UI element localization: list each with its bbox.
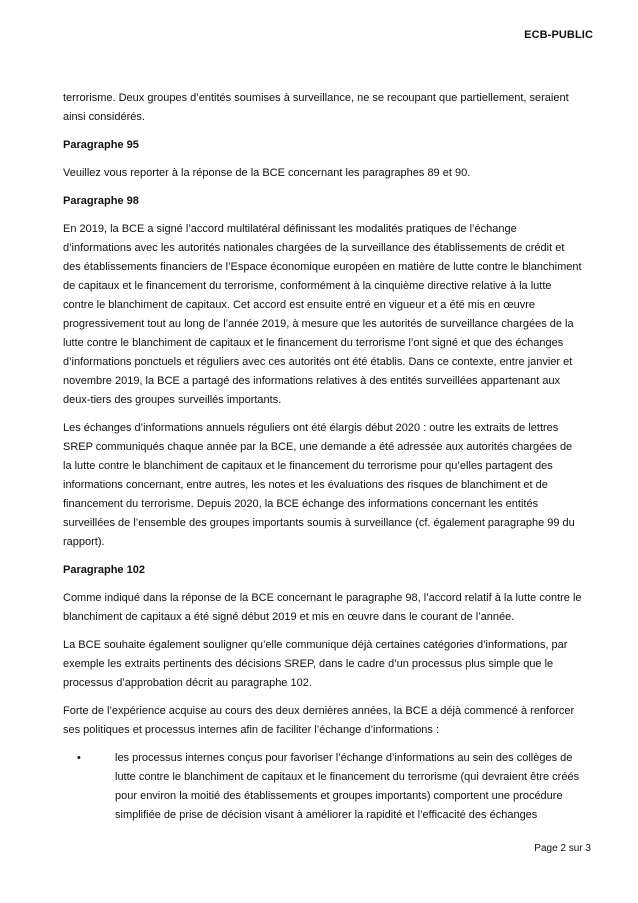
list-item — [63, 749, 583, 825]
page-number: Page 2 sur 3 — [534, 843, 591, 854]
paragraph-98-text-1: En 2019, la BCE a signé l’accord multilatéral définissant les modalités pratiques de l’échange d’informations avec les autorités nationales chargées de la surveillance des établissements de crédit et des établissements financiers de l’Espace économique européen en matière de lutte contre le blanchiment de capitaux et le financement du terrorisme, conformément à la cinquième directive relative à la lutte contre le blanchiment de capitaux. Cet accord est ensuite entré en vigueur et a été mis en œuvre progressivement tout au long de l’année 2019, à mesure que les autorités de surveillance chargées de la lutte contre le blanchiment de capitaux et le financement du terrorisme l’ont signé et que des échanges d’informations ponctuels et réguliers avec ces autorités ont été établis. Dans ce contexte, entre janvier et novembre 2019, la BCE a partagé des informations relatives à des entités surveillées appartenant aux deux-tiers des groupes surveillés importants. — [63, 223, 582, 406]
heading-paragraphe-98: Paragraphe 98 — [63, 195, 139, 207]
intro-paragraph: terrorisme. Deux groupes d’entités soumises à surveillance, ne se recoupant que partiellement, seraient ainsi considérés. — [63, 92, 569, 123]
heading-paragraphe-95: Paragraphe 95 — [63, 139, 139, 151]
document-body — [63, 89, 583, 825]
paragraph-102-text-2: La BCE souhaite également souligner qu’elle communique déjà certaines catégories d’informations, par exemple les extraits pertinents des décisions SREP, dans le cadre d’un processus plus simple que le processus d’approbation décrit au paragraphe 102. — [63, 639, 568, 689]
bullet-icon: • — [77, 752, 81, 764]
list-item-text: les processus internes conçus pour favoriser l’échange d’informations au sein des collèges de lutte contre le blanchiment de capitaux et le financement du terrorisme (qui devraient être créés pour environ la moitié des établissements et groupes importants) comportent une procédure simplifiée de prise de décision visant à améliorer la rapidité et l’efficacité des échanges — [115, 752, 580, 821]
paragraph-98-text-2: Les échanges d’informations annuels réguliers ont été élargis début 2020 : outre les extraits de lettres SREP communiqués chaque année par la BCE, une demande a été adressée aux autorités chargées de la lutte contre le blanchiment de capitaux et le financement du terrorisme pour qu’elles partagent des informations concernant, entre autres, les notes et les évaluations des risques de blanchiment et de financement du terrorisme. Depuis 2020, la BCE échange des informations concernant les entités surveillées de l’ensemble des groupes importants soumis à surveillance (cf. également paragraphe 99 du rapport). — [63, 422, 575, 548]
classification-label: ECB-PUBLIC — [524, 29, 593, 41]
paragraph-95-text: Veuillez vous reporter à la réponse de la BCE concernant les paragraphes 89 et 90. — [63, 167, 471, 179]
heading-paragraphe-102: Paragraphe 102 — [63, 564, 145, 576]
paragraph-102-text-1: Comme indiqué dans la réponse de la BCE concernant le paragraphe 98, l’accord relatif à la lutte contre le blanchiment de capitaux a été signé début 2019 et mis en œuvre dans le courant de l’année. — [63, 592, 582, 623]
paragraph-102-text-3: Forte de l’expérience acquise au cours des deux dernières années, la BCE a déjà commencé à renforcer ses politiques et processus internes afin de faciliter l’échange d’informations : — [63, 705, 575, 736]
bullet-list — [63, 749, 583, 825]
